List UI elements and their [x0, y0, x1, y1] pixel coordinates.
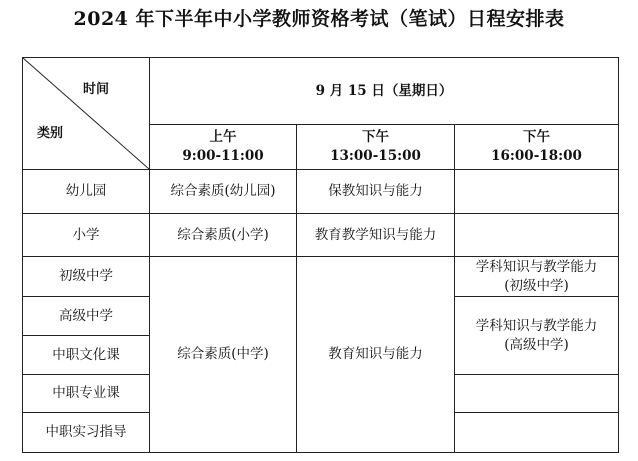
subject-cell-merged: 教育知识与能力 — [297, 257, 455, 453]
category-cell: 初级中学 — [23, 257, 150, 297]
session-time: 9:00-11:00 — [182, 148, 264, 164]
session-header-1 — [150, 125, 297, 170]
empty-cell — [455, 413, 619, 453]
session-period: 下午 — [362, 129, 389, 145]
category-cell: 小学 — [23, 214, 150, 257]
subject-cell-merged: 综合素质(中学) — [150, 257, 297, 453]
exam-date-header: 9 月 15 日（星期日） — [150, 58, 619, 125]
subject-cell — [455, 297, 619, 375]
subject-cell: 综合素质(小学) — [150, 214, 297, 257]
subject-cell: 保教知识与能力 — [297, 170, 455, 214]
subject-cell: 综合素质(幼儿园) — [150, 170, 297, 214]
session-header-2 — [297, 125, 455, 170]
header-row-date — [23, 58, 619, 125]
session-period: 下午 — [523, 129, 550, 145]
category-cell: 中职实习指导 — [23, 413, 150, 453]
category-cell: 中职专业课 — [23, 375, 150, 413]
empty-cell — [455, 375, 619, 413]
corner-time-label: 时间 — [82, 82, 109, 97]
session-header-3 — [455, 125, 619, 170]
page-title: 2024 年下半年中小学教师资格考试（笔试）日程安排表 — [73, 8, 565, 30]
corner-header-cell — [23, 58, 150, 170]
session-time: 16:00-18:00 — [491, 148, 582, 164]
corner-category-label: 类别 — [37, 126, 64, 141]
diagonal-divider — [23, 58, 149, 169]
empty-cell — [455, 214, 619, 257]
table-row — [23, 170, 619, 214]
subject-cell — [455, 257, 619, 297]
schedule-table — [22, 57, 619, 453]
table-row — [23, 214, 619, 257]
subject-line: (高级中学) — [504, 336, 569, 353]
empty-cell — [455, 170, 619, 214]
session-time: 13:00-15:00 — [330, 148, 421, 164]
category-cell: 中职文化课 — [23, 336, 150, 375]
table-row — [23, 257, 619, 297]
subject-line: 学科知识与教学能力 — [475, 317, 598, 334]
subject-cell: 教育教学知识与能力 — [297, 214, 455, 257]
category-cell: 幼儿园 — [23, 170, 150, 214]
subject-line: 学科知识与教学能力 — [475, 258, 598, 275]
subject-line: (初级中学) — [504, 277, 569, 294]
category-cell: 高级中学 — [23, 297, 150, 336]
session-period: 上午 — [209, 129, 237, 145]
